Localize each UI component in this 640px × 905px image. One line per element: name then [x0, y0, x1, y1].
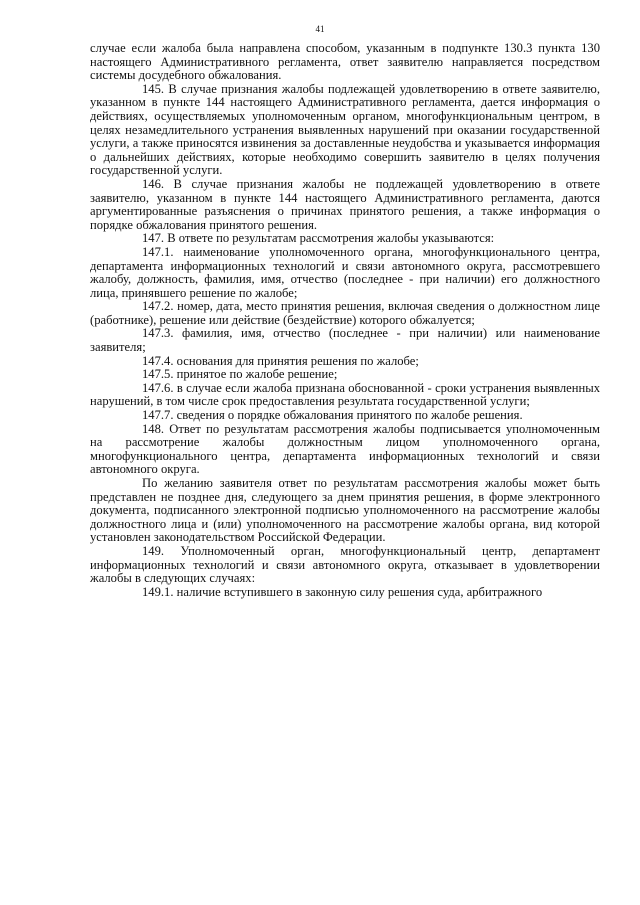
- paragraph: 148. Ответ по результатам рассмотрения жалобы подписывается уполномоченным на рассмотрение жалобы должностным лицом уполномоченного органа, многофункционального центра, департамента информационных технологий и связи автономного округа.: [90, 421, 600, 477]
- paragraph: 149. Уполномоченный орган, многофункциональный центр, департамент информационных технологий и связи автономного округа, отказывает в удовлетворении жалобы в следующих случаях:: [90, 543, 600, 586]
- paragraph: 146. В случае признания жалобы не подлежащей удовлетворению в ответе заявителю, указанном в пункте 144 настоящего Административного регламента, даются аргументированные разъяснения о причинах принятого решения, а также информация о порядке обжалования принятого решения.: [90, 176, 600, 232]
- paragraph: 149.1. наличие вступившего в законную силу решения суда, арбитражного: [142, 584, 543, 599]
- paragraph: 147.7. сведения о порядке обжалования принятого по жалобе решения.: [142, 408, 523, 423]
- paragraph: 147.3. фамилия, имя, отчество (последнее - при наличии) или наименование заявителя;: [90, 326, 600, 355]
- paragraph: случае если жалоба была направлена способом, указанным в подпункте 130.3 пункта 130 настоящего Административного регламента, ответ заявителю направляется посредством системы досудебного обжалования.: [90, 41, 600, 83]
- paragraph: 147.2. номер, дата, место принятия решения, включая сведения о должностном лице (работнике), решение или действие (бездействие) которого обжалуется;: [90, 299, 600, 327]
- paragraph: 145. В случае признания жалобы подлежащей удовлетворению в ответе заявителю, указанном в пункте 144 настоящего Административного регламента, дается информация о действиях, осуществляемых уполномоченным органом, многофункциональным центром, в целях незамедлительного устранения выявленных нарушений при оказании государственной услуги, а также приносятся извинения за доставленные неудобства и указывается информация о дальнейших действиях, которые необходимо совершить заявителю в целях получения государственной услуги.: [90, 81, 600, 178]
- page-number: 41: [315, 24, 325, 34]
- document-body: [90, 42, 600, 599]
- paragraph: 147.5. принятое по жалобе решение;: [142, 367, 338, 382]
- paragraph: 147. В ответе по результатам рассмотрения жалобы указываются:: [142, 231, 495, 246]
- paragraph: 147.6. в случае если жалоба признана обоснованной - сроки устранения выявленных нарушений, в том числе срок предоставления результата государственной услуги;: [90, 380, 600, 409]
- paragraph: По желанию заявителя ответ по результатам рассмотрения жалобы может быть представлен не позднее дня, следующего за днем принятия решения, в форме электронного документа, подписанного электронной подписью уполномоченного на рассмотрение жалобы должностного лица и (или) уполномоченного на рассмотрение жалобы органа, вид которой установлен законодательством Российской Федерации.: [90, 476, 600, 545]
- paragraph: 147.4. основания для принятия решения по жалобе;: [142, 353, 419, 368]
- paragraph: 147.1. наименование уполномоченного органа, многофункционального центра, департамента информационных технологий и связи автономного округа, рассмотревшего жалобу, должность, фамилия, имя, отчество (последнее - при наличии) его должностного лица, принявшего решение по жалобе;: [90, 244, 600, 300]
